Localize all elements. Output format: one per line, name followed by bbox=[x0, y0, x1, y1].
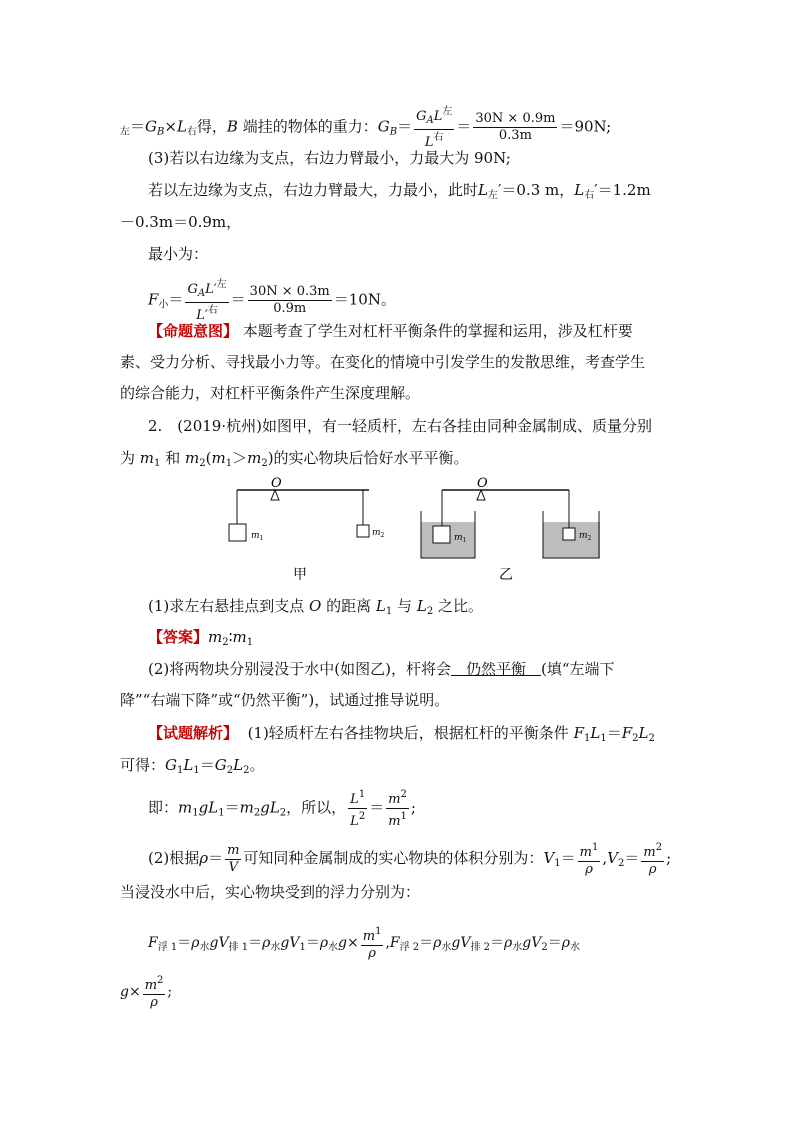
text: ρ bbox=[641, 861, 664, 878]
text: O bbox=[309, 597, 322, 615]
intent-line-3: 的综合能力，对杠杆平衡条件产生深度理解。 bbox=[120, 384, 421, 402]
text: 排 2 bbox=[470, 942, 491, 953]
text: 1 bbox=[259, 535, 264, 542]
text: 之比。 bbox=[437, 597, 483, 615]
block-m1 bbox=[433, 526, 450, 543]
text: 为 bbox=[120, 449, 136, 467]
part-2-line-1 bbox=[148, 659, 615, 679]
text: B bbox=[157, 126, 165, 138]
text: 和 bbox=[165, 449, 181, 467]
analysis-tag: 【试题解析】 bbox=[148, 724, 239, 742]
text: 与 bbox=[397, 597, 413, 615]
text: L bbox=[183, 756, 194, 774]
line-2: (3)若以右边缘为支点，右边力臂最小，力最大为 90N; bbox=[148, 149, 511, 167]
text: ＝ bbox=[547, 935, 562, 951]
text: L bbox=[269, 798, 280, 817]
text: )的实心物块后恰好水平平衡。 bbox=[267, 449, 469, 467]
question-2-line-2 bbox=[120, 448, 469, 474]
text: F bbox=[148, 290, 159, 309]
text: m bbox=[579, 531, 588, 541]
text: g× bbox=[338, 935, 359, 951]
text: ′＝0.3 m， bbox=[497, 181, 575, 199]
text: m bbox=[144, 978, 158, 993]
block-m2 bbox=[563, 528, 575, 540]
text: 右 bbox=[186, 126, 197, 138]
text: ＝ bbox=[624, 849, 640, 867]
text: 30N × 0.3m bbox=[249, 284, 330, 299]
text: g bbox=[198, 798, 209, 817]
text: 左 bbox=[120, 126, 130, 138]
text: V bbox=[607, 849, 618, 867]
text: × bbox=[164, 117, 177, 136]
text: ＝ bbox=[305, 935, 320, 951]
text: F bbox=[621, 724, 633, 742]
text: 1 bbox=[400, 811, 407, 822]
text: 本题考查了学生对杠杆平衡条件的掌握和运用，涉及杠杆要 bbox=[242, 322, 633, 340]
text: ＝ bbox=[168, 290, 184, 309]
text: L bbox=[375, 597, 386, 615]
text: 2 bbox=[243, 765, 250, 776]
text: L bbox=[233, 756, 244, 774]
text: L bbox=[433, 109, 443, 124]
text: ＝10N。 bbox=[333, 290, 396, 309]
text: 水 bbox=[199, 942, 210, 953]
text: ＝ bbox=[199, 756, 215, 774]
text: 水 bbox=[441, 942, 452, 953]
text: 2 bbox=[279, 807, 287, 819]
text: 1 bbox=[600, 733, 607, 744]
text: 排 1 bbox=[228, 942, 249, 953]
fraction bbox=[143, 973, 166, 1011]
text: L bbox=[350, 792, 359, 807]
intent-line-2: 素、受力分析、寻找最小力等。在变化的情境中引发学生的发散思维，考查学生 bbox=[120, 353, 646, 371]
answer-blank: 仍然平衡 bbox=[450, 660, 541, 678]
text: 2 bbox=[648, 733, 655, 744]
text: V bbox=[543, 849, 555, 867]
text: 2 bbox=[157, 975, 164, 986]
text: gV bbox=[209, 935, 229, 951]
text: L′ bbox=[205, 282, 217, 297]
text: 1 bbox=[192, 807, 199, 819]
text: ＝ bbox=[177, 935, 192, 951]
pivot-icon bbox=[271, 490, 279, 500]
text: 1 bbox=[246, 637, 254, 648]
part-1 bbox=[148, 596, 483, 622]
text: ＝ bbox=[369, 798, 385, 817]
text: m bbox=[388, 814, 401, 829]
text: m bbox=[211, 449, 226, 467]
text: ; bbox=[666, 849, 672, 867]
text: 0.3m bbox=[473, 127, 557, 144]
text: m bbox=[388, 792, 401, 807]
text: 2 bbox=[587, 535, 592, 542]
block-label bbox=[372, 528, 385, 539]
text: F bbox=[148, 935, 158, 951]
text: 右 bbox=[207, 305, 218, 316]
analysis-line-3 bbox=[148, 787, 416, 830]
text: ; bbox=[167, 984, 173, 1000]
fraction bbox=[578, 840, 601, 878]
text: (1)求左右悬挂点到支点 bbox=[148, 597, 305, 615]
text: m bbox=[454, 533, 463, 543]
pivot-label: O bbox=[477, 476, 488, 491]
text: 1 bbox=[154, 458, 161, 469]
text: g bbox=[260, 798, 270, 817]
text: 1 bbox=[358, 789, 366, 800]
text: (填“左端下 bbox=[540, 660, 615, 678]
text: ; bbox=[410, 798, 416, 817]
text: L bbox=[638, 724, 649, 742]
text: L bbox=[176, 117, 187, 136]
text: 1 bbox=[584, 733, 591, 744]
text: ρ bbox=[199, 849, 209, 867]
text: ＝ bbox=[130, 117, 146, 136]
caption-yi: 乙 bbox=[499, 567, 513, 583]
text: L bbox=[424, 135, 434, 150]
analysis-line-2 bbox=[120, 755, 264, 781]
text: m bbox=[208, 628, 223, 646]
text: ρ bbox=[561, 935, 570, 951]
text: ( bbox=[205, 449, 212, 467]
answer-line bbox=[148, 627, 253, 653]
text: 2 bbox=[632, 733, 639, 744]
text: 浮 2 bbox=[399, 942, 420, 953]
text: ρ bbox=[433, 935, 442, 951]
fraction bbox=[641, 840, 664, 878]
text: L′ bbox=[196, 308, 208, 323]
text: m bbox=[251, 531, 260, 541]
text: m bbox=[139, 449, 155, 467]
fraction bbox=[225, 843, 241, 876]
text: (2)根据 bbox=[148, 849, 200, 867]
text: m bbox=[372, 528, 381, 538]
text: 得， bbox=[196, 117, 227, 136]
text: m bbox=[178, 798, 193, 817]
text: 0.9m bbox=[248, 300, 332, 317]
text: ρ bbox=[143, 994, 166, 1011]
text: m bbox=[579, 845, 592, 860]
text: ∶ bbox=[228, 628, 233, 646]
text: 2 bbox=[400, 789, 407, 800]
text: 水 bbox=[328, 942, 339, 953]
text: ＝ bbox=[456, 117, 472, 136]
text: ＝ bbox=[560, 849, 576, 867]
text: 2 bbox=[226, 765, 234, 776]
text: A bbox=[426, 115, 434, 126]
text: g× bbox=[120, 984, 141, 1000]
text: m bbox=[362, 929, 376, 944]
text: ＞ bbox=[232, 449, 248, 467]
text: 浮 1 bbox=[157, 942, 178, 953]
text: L bbox=[350, 814, 359, 829]
fraction bbox=[473, 111, 557, 144]
analysis-line-6 bbox=[148, 924, 580, 962]
text: 2 bbox=[358, 811, 366, 822]
text: F bbox=[573, 724, 585, 742]
text: , bbox=[385, 935, 390, 951]
figure-jia bbox=[229, 476, 385, 583]
text: 1 bbox=[462, 537, 467, 544]
text: 2 bbox=[199, 458, 206, 469]
text: L bbox=[208, 798, 219, 817]
text: gV bbox=[522, 935, 542, 951]
block-m1 bbox=[229, 524, 246, 541]
text: 1 bbox=[218, 807, 225, 819]
text: 的距离 bbox=[326, 597, 372, 615]
text: m bbox=[184, 449, 200, 467]
fraction bbox=[248, 284, 332, 317]
text: 2 bbox=[253, 807, 261, 819]
intent-line-1 bbox=[148, 321, 633, 341]
text: B bbox=[226, 117, 238, 136]
text: 1 bbox=[193, 765, 200, 776]
text: ＝ bbox=[606, 724, 622, 742]
text: L bbox=[478, 181, 488, 199]
text: L bbox=[590, 724, 601, 742]
fraction bbox=[361, 924, 384, 962]
text: ＝ bbox=[208, 849, 224, 867]
analysis-line-1 bbox=[148, 723, 655, 749]
fraction bbox=[386, 787, 409, 830]
analysis-line-4 bbox=[148, 840, 671, 878]
text: G bbox=[377, 117, 390, 136]
text: A bbox=[197, 288, 206, 299]
line-4: －0.3m＝0.9m， bbox=[120, 213, 242, 231]
text: 即： bbox=[148, 798, 179, 817]
text: 2 bbox=[655, 842, 663, 853]
text: 30N × 0.9m bbox=[475, 111, 556, 126]
text: 2 bbox=[380, 532, 385, 539]
text: 若以左边缘为支点，右边力臂最大，力最小，此时 bbox=[148, 181, 479, 199]
text: ，所以， bbox=[286, 798, 347, 817]
text: ＝ bbox=[397, 117, 413, 136]
text: ρ bbox=[319, 935, 329, 951]
text: B bbox=[389, 126, 398, 138]
text: 1 bbox=[375, 926, 382, 937]
text: G bbox=[416, 109, 427, 124]
text: 右 bbox=[584, 190, 595, 201]
text: 1 bbox=[299, 942, 306, 953]
text: 2 bbox=[222, 637, 229, 648]
analysis-line-5: 当浸没水中后，实心物块受到的浮力分别为： bbox=[120, 883, 421, 901]
text: 可得： bbox=[120, 756, 166, 774]
text: 可知同种金属制成的实心物块的体积分别为： bbox=[243, 849, 544, 867]
text: 。 bbox=[249, 756, 265, 774]
text: m bbox=[232, 628, 247, 646]
fraction bbox=[185, 277, 228, 324]
text: 水 bbox=[270, 942, 281, 953]
text: gV bbox=[280, 935, 300, 951]
text: 2 bbox=[261, 458, 268, 469]
text: ＝ bbox=[490, 935, 505, 951]
lever-figure bbox=[220, 474, 600, 590]
text: 1 bbox=[592, 842, 599, 853]
text: L bbox=[574, 181, 585, 199]
text: ρ bbox=[191, 935, 200, 951]
text: F bbox=[389, 935, 400, 951]
fraction bbox=[348, 787, 367, 830]
text: G bbox=[145, 117, 157, 136]
text: ρ bbox=[504, 935, 513, 951]
text: (1)轻质杆左右各挂物块后，根据杠杆的平衡条件 bbox=[247, 724, 569, 742]
block-label bbox=[251, 531, 263, 542]
figure-yi bbox=[421, 476, 600, 583]
text: 1 bbox=[225, 458, 233, 469]
text: 2 bbox=[541, 942, 548, 953]
text: 左 bbox=[487, 190, 498, 201]
text: 右 bbox=[433, 132, 444, 143]
text: ρ bbox=[578, 861, 601, 878]
caption-jia: 甲 bbox=[293, 567, 307, 583]
text: 左 bbox=[216, 279, 227, 290]
text: ＝ bbox=[230, 290, 246, 309]
analysis-line-7 bbox=[120, 973, 172, 1011]
answer-tag: 【答案】 bbox=[148, 628, 209, 646]
text: m bbox=[247, 449, 262, 467]
line-5: 最小为： bbox=[148, 245, 209, 263]
text: 1 bbox=[554, 858, 561, 869]
text: 2 bbox=[426, 606, 434, 617]
text: gV bbox=[451, 935, 471, 951]
line-3 bbox=[148, 180, 651, 206]
text: 水 bbox=[569, 942, 580, 953]
text: 1 bbox=[385, 606, 393, 617]
text: V bbox=[225, 859, 241, 876]
text: (2)将两物块分别浸没于水中(如图乙)，杆将会 bbox=[148, 660, 451, 678]
formula-line-6 bbox=[148, 277, 396, 324]
text: G bbox=[165, 756, 177, 774]
text: , bbox=[602, 849, 608, 867]
text: ＝ bbox=[248, 935, 263, 951]
text: ＝ bbox=[224, 798, 240, 817]
text: ＝90N; bbox=[559, 117, 612, 136]
text: ρ bbox=[361, 945, 384, 962]
text: L bbox=[416, 597, 427, 615]
text: ρ bbox=[262, 935, 271, 951]
text: m bbox=[643, 845, 656, 860]
text: 小 bbox=[158, 299, 169, 311]
text: G bbox=[187, 282, 198, 297]
text: 端挂的物体的重力： bbox=[237, 117, 378, 136]
intent-tag: 【命题意图】 bbox=[148, 322, 239, 340]
question-2-line-1: 2. (2019·杭州)如图甲，有一轻质杆，左右各挂由同种金属制成、质量分别 bbox=[148, 417, 652, 435]
pivot-icon bbox=[477, 490, 485, 500]
text: ′＝1.2m bbox=[594, 181, 651, 199]
text: ＝ bbox=[419, 935, 434, 951]
part-2-line-2: 降”“右端下降”或“仍然平衡”)，试通过推导说明。 bbox=[120, 691, 450, 709]
block-m2 bbox=[357, 525, 369, 537]
fraction bbox=[414, 104, 454, 151]
text: G bbox=[214, 756, 227, 774]
pivot-label: O bbox=[271, 476, 282, 491]
text: m bbox=[239, 798, 254, 817]
text: m bbox=[227, 842, 240, 858]
formula-line-1 bbox=[120, 104, 611, 151]
text: 水 bbox=[512, 942, 523, 953]
text: 2 bbox=[618, 858, 625, 869]
text: 左 bbox=[442, 106, 453, 117]
text: 1 bbox=[177, 765, 184, 776]
